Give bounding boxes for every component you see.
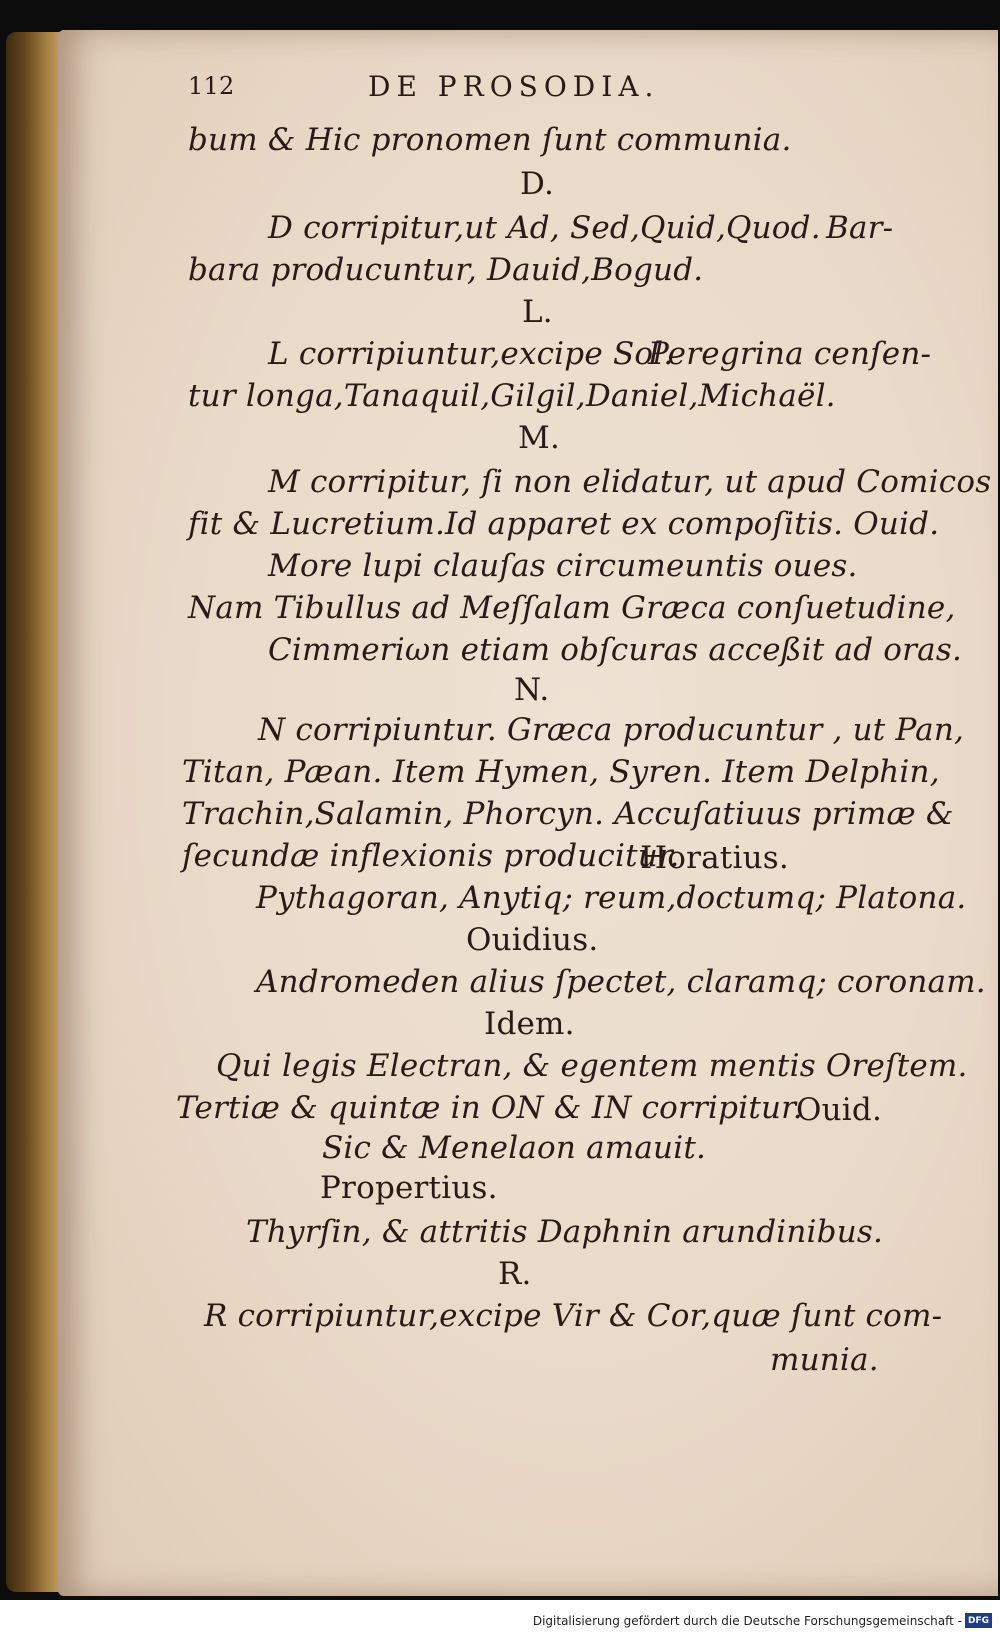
- text-line: M corripitur, ſi non elidatur, ut apud Comicos: [268, 464, 992, 500]
- author-name: Ouid.: [796, 1092, 882, 1128]
- section-heading: D.: [520, 166, 555, 202]
- text-line: Titan, Pæan. Item Hymen, Syren. Item Delphin,: [182, 754, 940, 790]
- text-line: Peregrina cenſen-: [648, 336, 932, 372]
- text-line: N corripiuntur. Græca producuntur , ut Pan,: [258, 712, 965, 748]
- verse-line: Thyrſin, & attritis Daphnin arundinibus.: [246, 1214, 884, 1250]
- funding-credit: Digitalisierung gefördert durch die Deutsche Forschungsgemeinschaft -: [532, 1614, 962, 1628]
- section-heading: N.: [514, 672, 550, 708]
- author-name: Horatius.: [640, 840, 789, 876]
- text-line: Trachin,Salamin, Phorcyn. Accuſatiuus primæ &: [182, 796, 954, 832]
- text-line: tur longa,Tanaquil,Gilgil,Daniel,Michaël.: [188, 378, 836, 414]
- author-name: Idem.: [484, 1006, 575, 1042]
- verse-line: More lupi clauſas circumeuntis oues.: [268, 548, 858, 584]
- verse-line: Pythagoran, Anytiq; reum,doctumq; Platona.: [256, 880, 967, 916]
- text-line: Tertiæ & quintæ in ON & IN corripitur.: [176, 1090, 803, 1126]
- section-heading: M.: [518, 420, 560, 456]
- section-heading: R.: [498, 1256, 532, 1292]
- running-head: DE PROSODIA.: [368, 70, 660, 103]
- footer-bar: [0, 1600, 1000, 1646]
- text-line: fit & Lucretium.Id apparet ex compoſitis. Ouid.: [188, 506, 940, 542]
- text-line: bum & Hic pronomen ſunt communia.: [188, 122, 792, 158]
- text-line: Bar-: [826, 210, 894, 246]
- author-name: Ouidius.: [466, 922, 599, 958]
- verse-line: Cimmeriωn etiam obſcuras acceßit ad oras.: [268, 632, 963, 668]
- text-line: munia.: [770, 1342, 879, 1378]
- text-line: ſecundæ inflexionis producitur.: [182, 838, 680, 874]
- section-heading: L.: [522, 294, 553, 330]
- text-line: Nam Tibullus ad Meſſalam Græca conſuetudine,: [188, 590, 956, 626]
- verse-line: Andromeden alius ſpectet, claramq; coronam.: [256, 964, 986, 1000]
- text-line: bara producuntur, Dauid,Bogud.: [188, 252, 704, 288]
- verse-line: Qui legis Electran, & egentem mentis Oreſtem.: [216, 1048, 968, 1084]
- text-line: L corripiuntur,excipe Sol.: [268, 336, 674, 372]
- dfg-logo-icon: DFG: [965, 1613, 992, 1628]
- text-line: R corripiuntur,excipe Vir & Cor,quæ ſunt com-: [204, 1298, 943, 1334]
- page-number: 112: [188, 72, 235, 100]
- verse-line: Sic & Menelaon amauit.: [322, 1130, 707, 1166]
- author-name: Propertius.: [320, 1170, 498, 1206]
- text-line: D corripitur,ut Ad, Sed,Quid,Quod.: [268, 210, 821, 246]
